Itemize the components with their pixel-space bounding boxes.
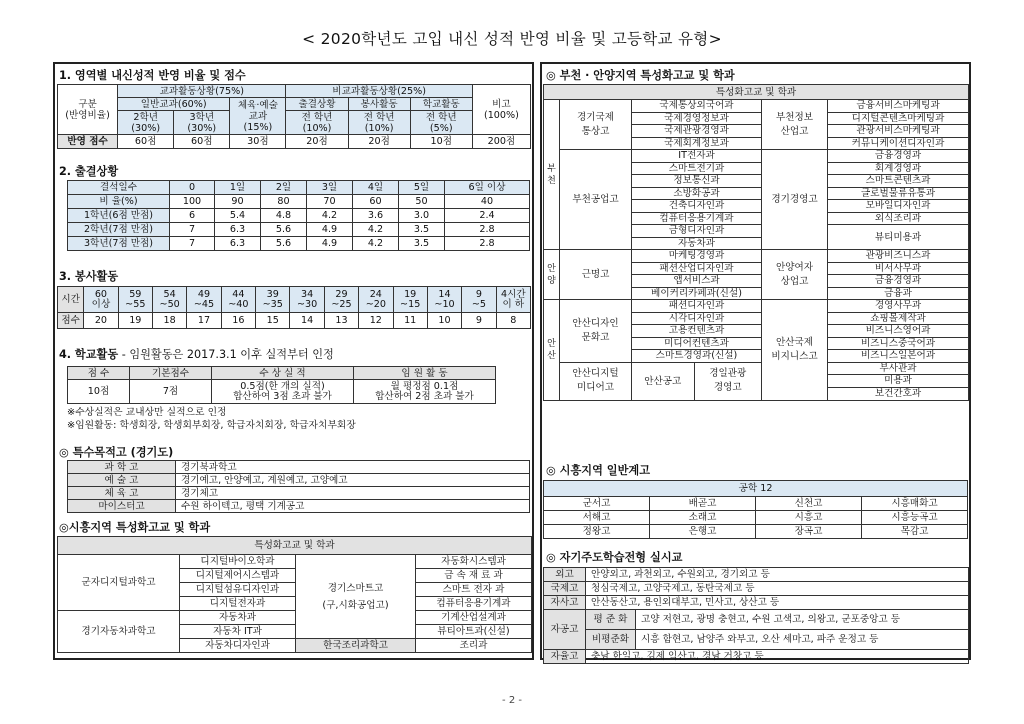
school-name: 근명고: [560, 250, 632, 300]
dept: 베이커리카페과(신설): [632, 287, 762, 300]
school: 배곧고: [650, 497, 756, 511]
dept: 디지털바이오학과: [180, 555, 296, 569]
attendance-value: 3.5: [399, 223, 445, 237]
attendance-value: 4.9: [307, 237, 353, 251]
self-directed-table: [543, 567, 969, 664]
general-school-title: ◎ 시흥지역 일반계고: [546, 464, 651, 477]
cell-line: 60: [94, 288, 108, 300]
attendance-row-label: 2학년(7점 만점): [68, 223, 170, 237]
attendance-value: 4.2: [307, 209, 353, 223]
dept: 금형디자인과: [632, 225, 762, 238]
dept: 경영사무과: [828, 300, 969, 313]
attendance-value: 3.5: [399, 237, 445, 251]
cell-line: ~25: [331, 298, 352, 310]
hours-label: 시간: [58, 287, 84, 313]
cell-line: 39: [266, 288, 279, 300]
cell-line: ~5: [471, 298, 486, 310]
attendance-value: 70: [307, 195, 353, 209]
section-4-heading: 4. 학교활동: [59, 348, 119, 361]
gubun-label: 구분: [78, 98, 97, 110]
activity-head: 기본점수: [130, 367, 212, 380]
section-6-title: ◎시흥지역 특성화고교 및 학과: [59, 521, 211, 534]
score-cell: 30점: [230, 135, 286, 149]
attendance-head: 6일 이상: [445, 181, 530, 195]
dept: 소방화공과: [632, 187, 762, 200]
hours-range: [496, 287, 530, 313]
dept: 금융경영과: [828, 150, 969, 163]
attendance-row-label: 3학년(7점 만점): [68, 237, 170, 251]
cell-line: 안산디자인: [572, 317, 619, 329]
type-schools: 시흥 함현고, 남양주 와부고, 오산 세마고, 파주 운정고 등: [636, 630, 969, 650]
dept: 마케팅경영과: [632, 250, 762, 263]
points-value: 12: [359, 313, 393, 329]
dept: 스마트 전자 과: [416, 583, 532, 597]
dept: 자동차과: [180, 611, 296, 625]
dept: 디지털전자과: [180, 597, 296, 611]
dept: 스마트콘텐츠과: [828, 175, 969, 188]
dept: 뷰티미용과: [828, 225, 969, 250]
dept: 비즈니스중국어과: [828, 337, 969, 350]
score-row-label: 반영 점수: [58, 135, 118, 149]
officer-rule: 월 평정점 0.1점: [390, 380, 459, 392]
cell-line: ~55: [125, 298, 146, 310]
attendance-value: 6.3: [215, 237, 261, 251]
school-name: 부천공업고: [560, 150, 632, 250]
note-officer: ※임원활동: 학생회장, 학생회부회장, 학급자치회장, 학급자치부회장: [67, 420, 356, 431]
cell-line: ~50: [159, 298, 180, 310]
ansan-school-pair: [632, 362, 762, 400]
page-title: < 2020학년도 고입 내신 성적 반영 비율 및 고등학교 유형>: [302, 30, 722, 48]
school-list: 수원 하이텍고, 평택 기계공고: [176, 500, 530, 513]
dept: 국제통상외국어과: [632, 100, 762, 113]
dept: 쇼핑몰제작과: [828, 312, 969, 325]
region-anyang: [544, 250, 560, 300]
points-value: 8: [496, 313, 530, 329]
self-directed-title: ◎ 자기주도학습전형 실시교: [546, 551, 683, 564]
school: 서해고: [544, 511, 650, 525]
attendance-head: 결석일수: [68, 181, 170, 195]
right-panel: [540, 62, 971, 660]
dept: 국제회계정보과: [632, 137, 762, 150]
activity-head: 임 원 활 동: [354, 367, 496, 380]
dept: 국제경영정보과: [632, 112, 762, 125]
dept: 정보통신과: [632, 175, 762, 188]
school-type: 과 학 고: [68, 461, 176, 474]
ratio-table: [57, 84, 531, 149]
score-cell: 10점: [410, 135, 472, 149]
c1-ratio: (10%): [302, 122, 332, 134]
cell-line: 29: [335, 288, 348, 300]
hours-range: [290, 287, 324, 313]
volunteer-table: [57, 286, 531, 329]
gyo-header: 교과활동상황(75%): [118, 85, 286, 98]
hours-range: [187, 287, 221, 313]
cell-line: ~35: [262, 298, 283, 310]
school-type: 체 육 고: [68, 487, 176, 500]
g3-label: 3학년: [189, 111, 215, 123]
hours-range: [84, 287, 118, 313]
cell-line: ~15: [400, 298, 421, 310]
points-value: 19: [118, 313, 152, 329]
dept: 스마트경영과(신설): [632, 350, 762, 363]
attendance-value: 2.8: [445, 223, 530, 237]
dept: 패션산업디자인과: [632, 262, 762, 275]
c3-label: 전 학년: [425, 111, 457, 123]
attendance-head: 1일: [215, 181, 261, 195]
dept: 자동차 IT과: [180, 625, 296, 639]
score-cell: 20점: [348, 135, 410, 149]
school-name: [560, 362, 632, 400]
note-award: ※수상실적은 교내상만 실적으로 인정: [67, 407, 227, 418]
school: 정왕고: [544, 525, 650, 539]
points-value: 10: [427, 313, 461, 329]
school-name: [762, 250, 828, 300]
dept: 금융과: [828, 287, 969, 300]
attendance-head: 5일: [399, 181, 445, 195]
attendance-value: 90: [215, 195, 261, 209]
hours-range: [462, 287, 496, 313]
cell-line: 34: [300, 288, 314, 300]
cell-line: 안산디지털: [572, 368, 619, 379]
che-label: 체육·예술: [237, 99, 278, 111]
page-number: - 2 -: [502, 695, 522, 706]
dept: 컴퓨터응용기계과: [632, 212, 762, 225]
dept: IT전자과: [632, 150, 762, 163]
points-value: 15: [256, 313, 290, 329]
c1-label: 전 학년: [301, 111, 333, 123]
dept: 금융경영과: [828, 275, 969, 288]
attendance-value: 4.2: [353, 237, 399, 251]
school-gunja: 군자디지털과학고: [58, 555, 180, 611]
school-name: [560, 300, 632, 363]
score-cell: 200점: [472, 135, 530, 149]
dept: 모바일디자인과: [828, 200, 969, 213]
hours-range: [427, 287, 461, 313]
cell-line: 49: [197, 288, 211, 300]
gubun-ratio: (반영비율): [65, 109, 110, 121]
type-label: 자율고: [544, 650, 586, 664]
dept: 시각디자인과: [632, 312, 762, 325]
school-type: 마이스터고: [68, 500, 176, 513]
attendance-row-label: 비 율(%): [68, 195, 170, 209]
activity-head: 수 상 실 적: [212, 367, 354, 380]
hours-range: [118, 287, 152, 313]
dept: 조리과: [416, 639, 532, 653]
dept: 패션디자인과: [632, 300, 762, 313]
attendance-head: 0: [170, 181, 215, 195]
cell-line: 19: [404, 288, 417, 300]
dept: 미디어컨텐츠과: [632, 337, 762, 350]
subtype-label: 평 준 화: [586, 610, 636, 630]
siheung-voc-head: 특성화고교 및 학과: [58, 537, 532, 555]
cell-line: 안산: [547, 338, 556, 361]
school: 군서고: [544, 497, 650, 511]
activity-base: 7점: [130, 380, 212, 404]
attendance-value: 100: [170, 195, 215, 209]
dept: 자동차디자인과: [180, 639, 296, 653]
dept: 금융서비스마케팅과: [828, 100, 969, 113]
school-name: [694, 363, 761, 400]
dept: 앱서비스과: [632, 275, 762, 288]
section-1-title: 1. 영역별 내신성적 반영 비율 및 점수: [59, 69, 246, 82]
section-3-title: 3. 봉사활동: [59, 270, 119, 283]
cell-line: 경영고: [713, 382, 742, 393]
school: 시흥능곡고: [862, 511, 968, 525]
school-name: [560, 100, 632, 150]
school-type: 예 술 고: [68, 474, 176, 487]
award-rule: 0.5점(한 개의 실적): [240, 380, 325, 392]
points-value: 17: [187, 313, 221, 329]
hours-range: [393, 287, 427, 313]
school-auto: 경기자동차과학고: [58, 611, 180, 653]
hak-header: 학교활동: [410, 98, 472, 111]
cell-line: ~10: [434, 298, 455, 310]
school-list: 경기체고: [176, 487, 530, 500]
school-smart-former: (구,시화공업고): [322, 599, 389, 611]
special-school-table: [67, 460, 530, 513]
cell-line: 안양여자: [775, 261, 814, 273]
cell-line: 14: [438, 288, 451, 300]
dept: 디지털콘텐츠마케팅과: [828, 112, 969, 125]
cell-line: 안산국제: [775, 336, 814, 348]
cell-line: 상업고: [780, 275, 809, 287]
cell-line: 44: [232, 288, 245, 300]
type-label: 자공고: [544, 610, 586, 650]
points-label: 점수: [58, 313, 84, 329]
dept: 스마트전기과: [632, 162, 762, 175]
attendance-value: 60: [353, 195, 399, 209]
school-name: [762, 100, 828, 150]
dept: 비즈니스일본어과: [828, 350, 969, 363]
cell-line: 문화고: [581, 331, 610, 343]
school-name: 안산공고: [632, 363, 694, 400]
school-list: 경기북과학고: [176, 461, 530, 474]
cell-line: 안양: [547, 263, 556, 286]
dept: 기계산업설계과: [416, 611, 532, 625]
che-ratio: (15%): [243, 121, 273, 133]
c3-ratio: (5%): [429, 122, 453, 134]
attendance-value: 2.4: [445, 209, 530, 223]
cell-line: ~40: [228, 298, 249, 310]
dept: 비서사무과: [828, 262, 969, 275]
cell-line: 부천정보: [775, 111, 814, 123]
attendance-table: [67, 180, 530, 251]
school: 장곡고: [756, 525, 862, 539]
dept: 관광비즈니스과: [828, 250, 969, 263]
type-schools: 충남 한일고, 김제 익산고, 경남 거창고 등: [586, 650, 969, 664]
dept: 뷰티아트과(신설): [416, 625, 532, 639]
attendance-value: 6: [170, 209, 215, 223]
dept: 고용컨텐츠과: [632, 325, 762, 338]
left-panel: [53, 62, 534, 660]
score-cell: 60점: [174, 135, 230, 149]
bigo-label: 비고: [492, 98, 511, 110]
points-value: 16: [221, 313, 255, 329]
school-name: [762, 300, 828, 401]
c2-label: 전 학년: [363, 111, 395, 123]
attendance-value: 5.6: [261, 223, 307, 237]
school-smart: 경기스마트고: [327, 582, 384, 594]
activity-score: 10점: [68, 380, 130, 404]
attendance-value: 3.0: [399, 209, 445, 223]
hours-range: [359, 287, 393, 313]
section-4-title: [59, 346, 334, 362]
points-value: 14: [290, 313, 324, 329]
che-label-2: 교과: [248, 110, 268, 122]
attendance-value: 4.8: [261, 209, 307, 223]
dept: 국제관광경영과: [632, 125, 762, 138]
cell-line: 이상: [91, 298, 111, 310]
dept: 디지털제어시스템과: [180, 569, 296, 583]
attendance-value: 2.8: [445, 237, 530, 251]
cell-line: 경기국제: [576, 111, 615, 123]
school: 신천고: [756, 497, 862, 511]
coed-count: 공학 12: [544, 481, 968, 497]
region-title: ◎ 부천 · 안양지역 특성화고교 및 학과: [546, 69, 735, 82]
region-head: 특성화고교 및 학과: [544, 85, 969, 100]
attendance-head: 2일: [261, 181, 307, 195]
g3-ratio: (30%): [187, 122, 217, 134]
attendance-head: 4일: [353, 181, 399, 195]
section-4-subtitle: - 임원활동은 2017.3.1 이후 실적부터 인정: [118, 348, 334, 361]
type-label: 외고: [544, 568, 586, 582]
school-name: 경기경영고: [762, 150, 828, 250]
bigo-ratio: (100%): [483, 109, 519, 121]
dept: 건축디자인과: [632, 200, 762, 213]
subtype-label: 비평준화: [586, 630, 636, 650]
cell-line: 부천: [547, 163, 556, 186]
points-value: 20: [84, 313, 118, 329]
score-cell: 60점: [118, 135, 174, 149]
points-value: 18: [152, 313, 186, 329]
chul-header: 출결상황: [286, 98, 348, 111]
cell-line: 59: [129, 288, 142, 300]
dept: 회계경영과: [828, 162, 969, 175]
dept: 비즈니스영어과: [828, 325, 969, 338]
dept: 글로벌물류유통과: [828, 187, 969, 200]
type-schools: 안산동산고, 용인외대부고, 민사고, 상산고 등: [586, 596, 969, 610]
activity-head: 점 수: [68, 367, 130, 380]
hours-range: [152, 287, 186, 313]
points-value: 13: [324, 313, 358, 329]
attendance-value: 4.9: [307, 223, 353, 237]
hours-range: [221, 287, 255, 313]
cell-line: 미디어고: [576, 382, 615, 393]
g2-ratio: (30%): [131, 122, 161, 134]
g2-label: 2학년: [133, 111, 158, 123]
bucheon-anyang-table: [543, 84, 969, 401]
points-value: 9: [462, 313, 496, 329]
score-cell: 20점: [286, 135, 348, 149]
dept: 미용과: [828, 375, 969, 388]
attendance-value: 3.6: [353, 209, 399, 223]
hours-range: [324, 287, 358, 313]
dept: 커뮤니케이션디자인과: [828, 137, 969, 150]
attendance-value: 40: [445, 195, 530, 209]
school-list: 경기예고, 안양예고, 계원예고, 고양예고: [176, 474, 530, 487]
general-school-table: [543, 480, 968, 539]
dept: 부사관과: [828, 362, 969, 375]
section-5-title: ◎ 특수목적고 (경기도): [59, 446, 174, 459]
dept: 자동차과: [632, 237, 762, 250]
cell-line: ~45: [193, 298, 215, 310]
bigyo-header: 비교과활동상황(25%): [286, 85, 472, 98]
hours-range: [256, 287, 290, 313]
type-label: 자사고: [544, 596, 586, 610]
attendance-value: 5.6: [261, 237, 307, 251]
attendance-value: 7: [170, 223, 215, 237]
cell-line: 경일관광: [709, 368, 747, 379]
type-label: 국제고: [544, 582, 586, 596]
cell-line: 이 하: [502, 298, 525, 310]
points-value: 11: [393, 313, 427, 329]
school: 소래고: [650, 511, 756, 525]
attendance-value: 6.3: [215, 223, 261, 237]
school: 목감고: [862, 525, 968, 539]
section-2-title: 2. 출결상황: [59, 165, 119, 178]
cell-line: 비지니스고: [771, 350, 818, 362]
dept: 컴퓨터응용기계과: [416, 597, 532, 611]
attendance-value: 7: [170, 237, 215, 251]
attendance-head: 3일: [307, 181, 353, 195]
award-limit: 합산하여 3점 초과 불가: [233, 390, 332, 402]
type-schools: 청심국제고, 고양국제고, 동탄국제고 등: [586, 582, 969, 596]
bong-header: 봉사활동: [348, 98, 410, 111]
attendance-value: 80: [261, 195, 307, 209]
cell-line: 산업고: [780, 125, 809, 137]
attendance-value: 5.4: [215, 209, 261, 223]
c2-ratio: (10%): [364, 122, 394, 134]
siheung-vocational-table: [57, 536, 532, 653]
dept: 디지털섬유디자인과: [180, 583, 296, 597]
type-schools: 고양 저현고, 광명 충현고, 수원 고색고, 의왕고, 군포중앙고 등: [636, 610, 969, 630]
attendance-value: 50: [399, 195, 445, 209]
attendance-row-label: 1학년(6점 만점): [68, 209, 170, 223]
type-schools: 안양외고, 과천외고, 수원외고, 경기외고 등: [586, 568, 969, 582]
school-activity-table: [67, 366, 496, 404]
cell-line: ~20: [365, 298, 386, 310]
dept: 금 속 재 료 과: [416, 569, 532, 583]
dept: 외식조리과: [828, 212, 969, 225]
region-ansan: [544, 300, 560, 401]
cell-line: 9: [475, 288, 482, 300]
attendance-value: 4.2: [353, 223, 399, 237]
dept: 보건간호과: [828, 387, 969, 400]
cell-line: 54: [163, 288, 176, 300]
officer-limit: 합산하여 2점 초과 불가: [375, 390, 474, 402]
cell-line: 4시간: [500, 288, 526, 300]
region-bucheon: [544, 100, 560, 250]
dept: 관광서비스마케팅과: [828, 125, 969, 138]
cell-line: ~30: [296, 298, 318, 310]
school: 은행고: [650, 525, 756, 539]
cell-line: 24: [369, 288, 382, 300]
dept: 자동화시스템과: [416, 555, 532, 569]
school-cook: 한국조리과학고: [296, 639, 416, 653]
cell-line: 통상고: [581, 125, 610, 137]
ilban-header: 일반교과(60%): [118, 98, 230, 111]
school: 시흥고: [756, 511, 862, 525]
school: 시흥매화고: [862, 497, 968, 511]
